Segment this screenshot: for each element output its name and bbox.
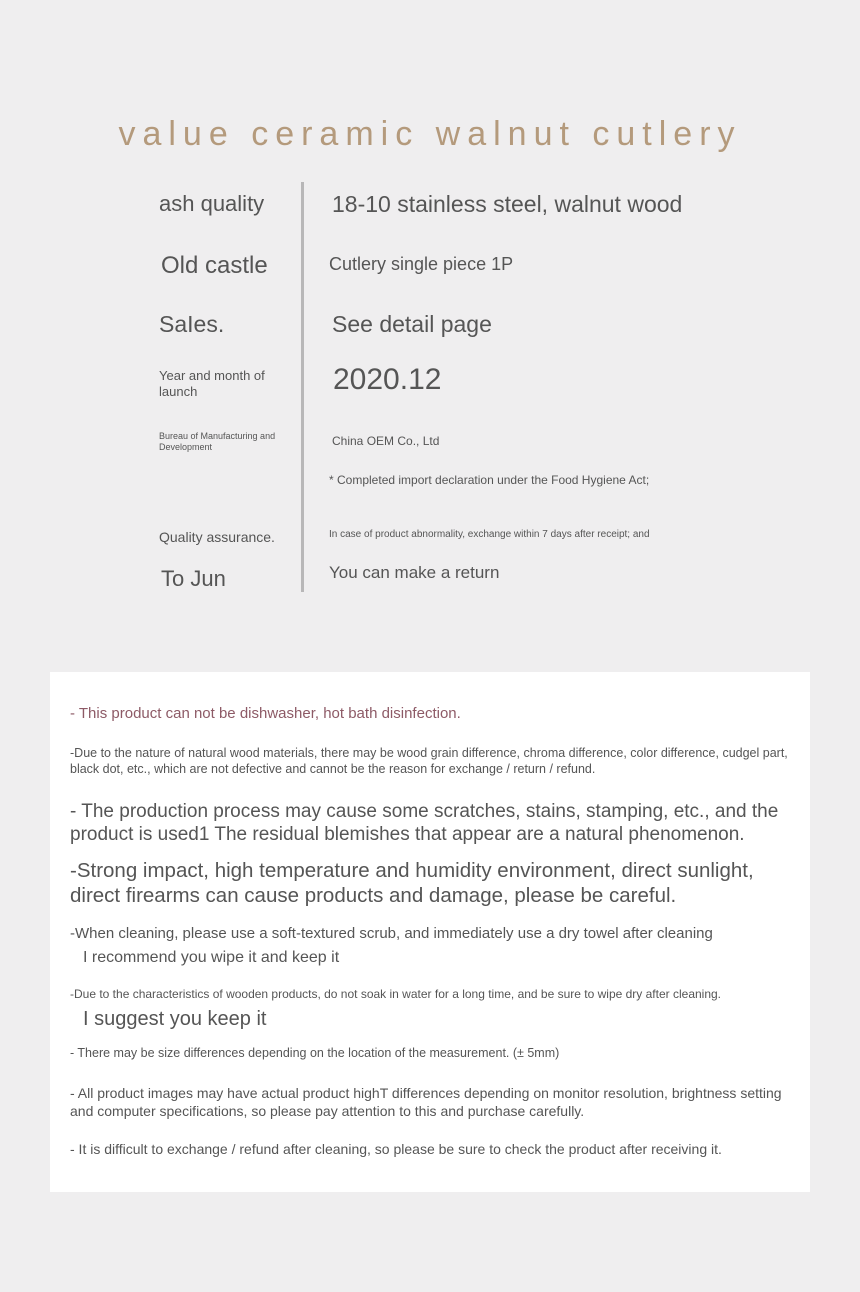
caution-notes-panel (50, 672, 810, 1192)
spec-value-launch: 2020.12 (333, 363, 442, 396)
spec-value-composition: Cutlery single piece 1P (329, 254, 514, 274)
note-wooden-characteristics: -Due to the characteristics of wooden products, do not soak in water for a long time, and be sure to wipe dry after cleaning. (70, 987, 722, 1001)
spec-label-composition: Old castle (161, 252, 268, 279)
spec-label-launch: Year and month of launch (159, 368, 265, 399)
page-title: value ceramic walnut cutlery (118, 114, 742, 153)
spec-value-quality-assurance: In case of product abnormality, exchange within 7 days after receipt; and (329, 529, 650, 540)
note-exchange-refund: - It is difficult to exchange / refund after cleaning, so please be sure to check the product after receiving it. (70, 1141, 722, 1157)
note-strong-impact: -Strong impact, high temperature and humidity environment, direct sunlight, direct firearms can cause products and damage, please be careful. (70, 859, 754, 907)
spec-value-material: 18-10 stainless steel, walnut wood (332, 191, 683, 217)
note-keep-suggestion: I suggest you keep it (83, 1008, 267, 1030)
note-production-process: - The production process may cause some scratches, stains, stamping, etc., and the product is used1 The residual blemishes that appear are a natural phenomenon. (70, 801, 779, 845)
spec-value-return: You can make a return (329, 563, 500, 582)
note-cleaning: -When cleaning, please use a soft-textured scrub, and immediately use a dry towel after cleaning (70, 925, 713, 942)
spec-value-sales: See detail page (332, 311, 492, 337)
spec-label-quality-assurance: Quality assurance. (159, 529, 275, 545)
note-image-difference: - All product images may have actual product highT differences depending on monitor resolution, brightness setting and computer specifications, so please pay attention to this and purchase carefully. (70, 1085, 782, 1119)
note-size-difference: - There may be size differences depending on the location of the measurement. (± 5mm) (70, 1046, 560, 1060)
spec-label-to-jun: To Jun (161, 566, 226, 591)
note-dishwasher: - This product can not be dishwasher, hot bath disinfection. (70, 705, 461, 722)
note-cleaning-recommend: I recommend you wipe it and keep it (83, 949, 340, 966)
spec-divider (301, 182, 304, 592)
spec-label-manufacturer: Bureau of Manufacturing and Development (159, 431, 276, 452)
spec-value-import-declaration: * Completed import declaration under the Food Hygiene Act; (329, 473, 650, 487)
note-wood-nature: -Due to the nature of natural wood materials, there may be wood grain difference, chroma difference, color difference, cudgel part, black dot, etc., which are not defective and cannot be the reason for exchange / return / refund. (70, 746, 788, 776)
spec-value-manufacturer: China OEM Co., Ltd (332, 434, 440, 448)
spec-label-material: ash quality (159, 191, 265, 216)
spec-label-sales: SaIes. (159, 311, 225, 337)
